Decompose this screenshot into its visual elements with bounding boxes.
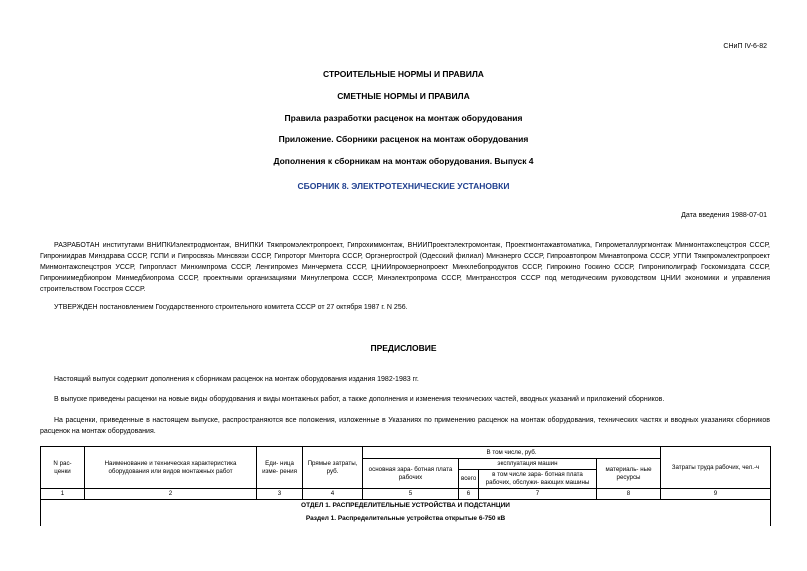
- header-basic-wages: основная зара- ботная плата рабочих: [363, 459, 459, 489]
- column-number: 4: [303, 489, 363, 500]
- header-including: В том числе, руб.: [363, 447, 661, 459]
- title-appendix: Приложение. Сборники расценок на монтаж оборудования: [278, 134, 529, 144]
- column-number: 2: [85, 489, 257, 500]
- effective-date: Дата введения 1988-07-01: [681, 212, 767, 219]
- collection-title: СБОРНИК 8. ЭЛЕКТРОТЕХНИЧЕСКИЕ УСТАНОВКИ: [297, 181, 510, 191]
- preface-paragraph-1: [40, 374, 770, 385]
- header-direct-costs: Прямые затраты, руб.: [303, 447, 363, 489]
- title-rules: Правила разработки расценок на монтаж оборудования: [284, 113, 523, 123]
- title-estimate-norms: СМЕТНЫЕ НОРМЫ И ПРАВИЛА: [337, 91, 470, 101]
- header-machine-wages: в том числе зара- ботная плата рабочих, обслужи- вающих машины: [479, 470, 597, 489]
- department-heading: ОТДЕЛ 1. РАСПРЕДЕЛИТЕЛЬНЫЕ УСТРОЙСТВА И ПОДСТАНЦИИ: [41, 500, 771, 512]
- header-rate-number: N рас- ценки: [41, 447, 85, 489]
- preface-paragraph-3: [40, 415, 770, 437]
- rates-table: [40, 446, 771, 526]
- column-number: 8: [597, 489, 661, 500]
- column-number: 1: [41, 489, 85, 500]
- document-code: СНиП IV-6-82: [723, 43, 767, 50]
- approved-paragraph: [40, 302, 770, 313]
- header-unit: Еди- ница изме- рения: [257, 447, 303, 489]
- column-number: 6: [459, 489, 479, 500]
- header-labor-costs: Затраты труда рабочих, чел.-ч: [661, 447, 771, 489]
- preface-text-1: Настоящий выпуск содержит дополнения к сборникам расценок на монтаж оборудования издания 1982-1983 гг.: [54, 376, 419, 383]
- title-supplements: Дополнения к сборникам на монтаж оборудования. Выпуск 4: [273, 156, 534, 166]
- preface-text-2: В выпуске приведены расценки на новые виды оборудования и виды монтажных работ, а также дополнения и изменения технических частей, вводных указаний и приложений сборников.: [54, 396, 665, 403]
- column-number: 5: [363, 489, 459, 500]
- column-number: 3: [257, 489, 303, 500]
- approved-text: УТВЕРЖДЕН постановлением Государственного строительного комитета СССР от 27 октября 1987 г. N 256.: [54, 304, 408, 311]
- title-building-norms: СТРОИТЕЛЬНЫЕ НОРМЫ И ПРАВИЛА: [323, 69, 484, 79]
- preface-text-3: На расценки, приведенные в настоящем выпуске, распространяются все положения, изложенные в Указаниях по применению расценок на монтаж оборудования, технических частях и вводных указаниях сборников расценок на монтаж оборудования.: [40, 417, 770, 435]
- developed-paragraph: [40, 240, 770, 295]
- preface-heading: ПРЕДИСЛОВИЕ: [370, 343, 437, 353]
- header-machine-operation: эксплуатация машин: [459, 459, 597, 470]
- header-materials: материаль- ные ресурсы: [597, 459, 661, 489]
- column-number: 7: [479, 489, 597, 500]
- section-heading: Раздел 1. Распределительные устройства открытые 6-750 кВ: [41, 512, 771, 526]
- preface-paragraph-2: [40, 394, 770, 405]
- developed-text: РАЗРАБОТАН институтами ВНИПКИэлектродмонтаж, ВНИПКИ Тяжпромэлектропроект, Гипрохиммонтаж, ВНИИПроектэлектромонтаж, Проектмонтажавтоматика, Гипрометаллургмонтаж Минмонтажспецстроя СССР, Гипрониидрав Минздрава СССР, ГСПИ и Гипросвязь Минсвязи СССР, Гипроторг Минторга СССР, Оргэнергострой (Одесский филиал) Минэнерго СССР, Гипроавтопром Минавтопрома СССР, УГПИ Тяжпромэлектропроект Минмонтажспецстроя УССР, Гипропласт Минхимпрома СССР, Ленгипромез Минчермета СССР, ЦНИИпромзернопроект Минхлебопродуктов СССР, Гипрокино Госкино СССР, Гипрониполиграф Госкомиздата СССР, Гипрониимедбиопром Минмедбиопрома СССР, проектными организациями Минуглепрома СССР, Минэлектропрома СССР, Минтрансстроя СССР под методическим руководством ЦНИИ экономики и управления строительством Госстроя СССР.: [40, 242, 770, 293]
- header-machines-total: всего: [459, 470, 479, 489]
- column-number: 9: [661, 489, 771, 500]
- header-name: Наименование и техническая характеристика оборудования или видов монтажных работ: [85, 447, 257, 489]
